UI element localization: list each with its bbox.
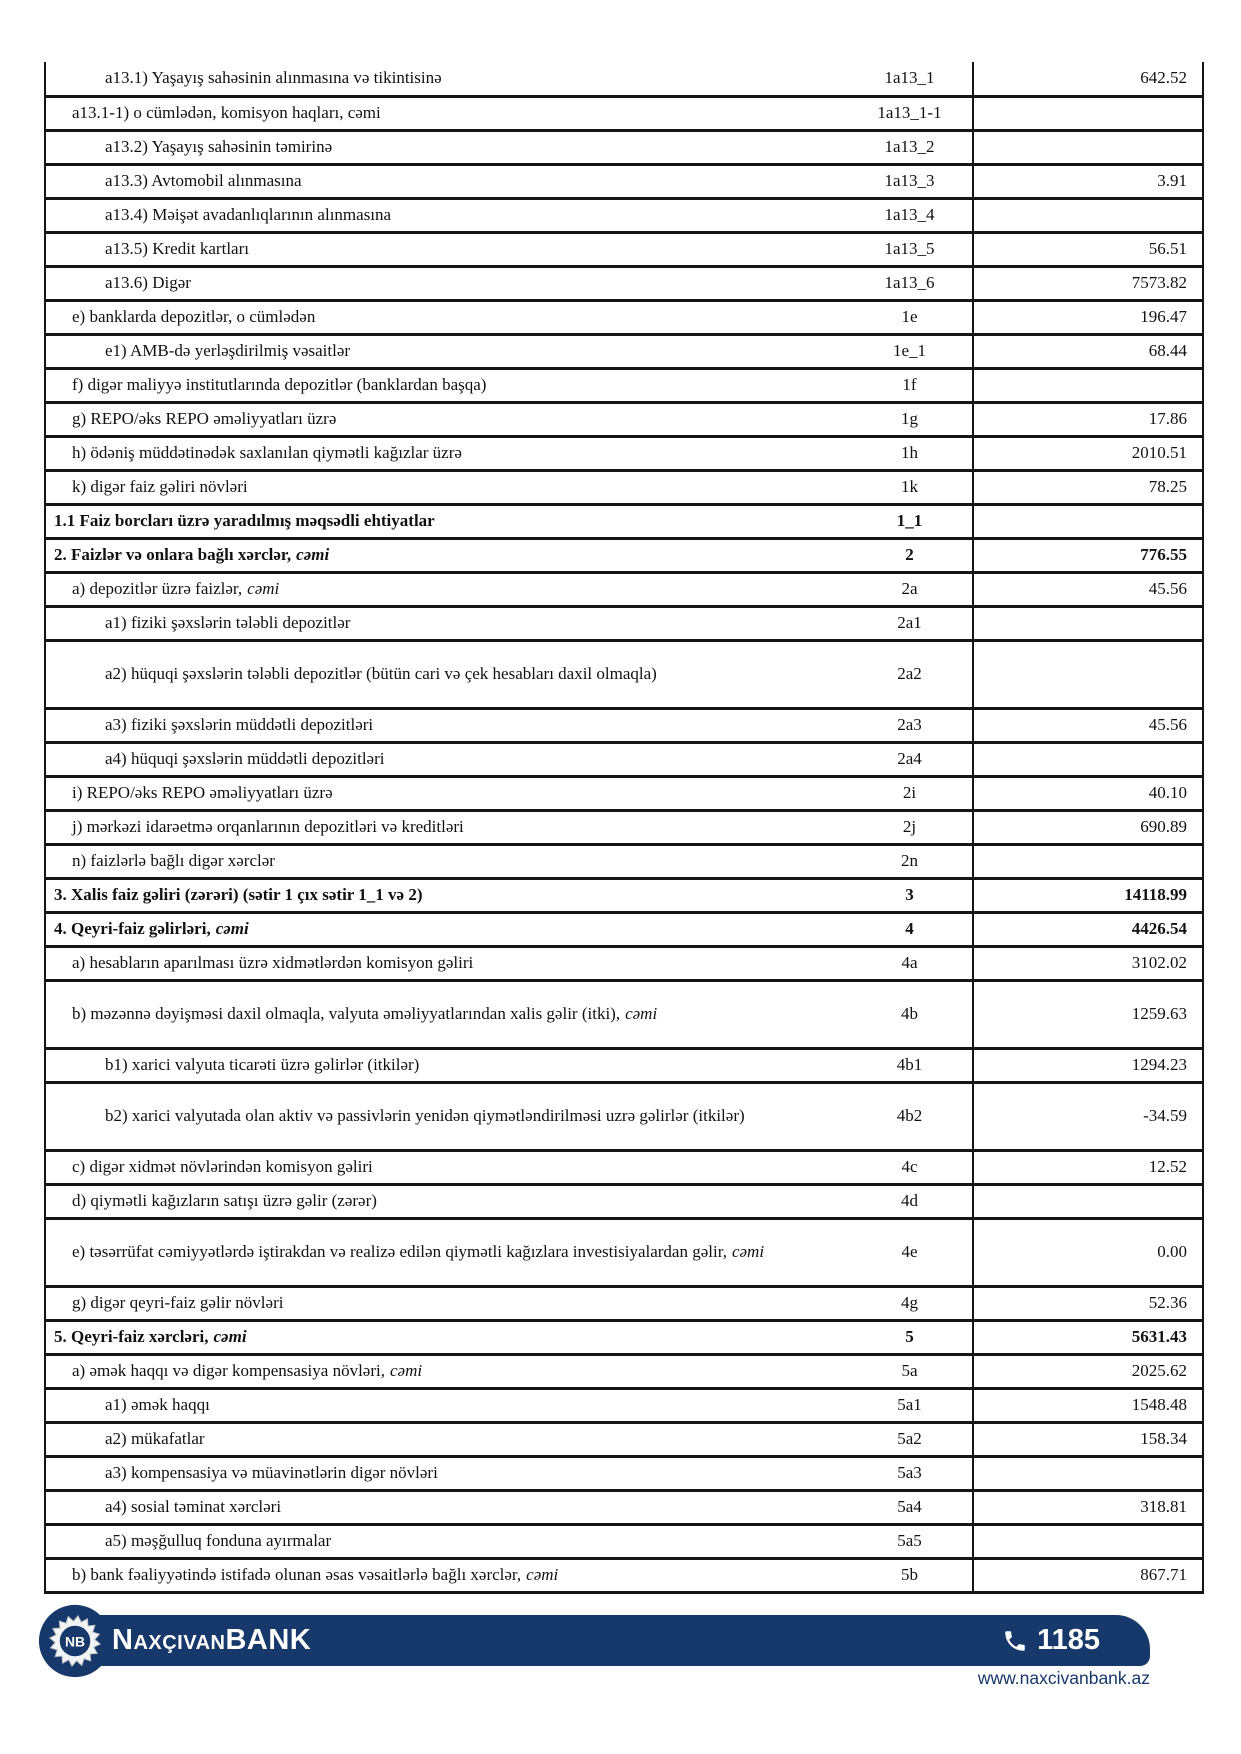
row-label: c) digər xidmət növlərindən komisyon gəliri: [45, 1150, 847, 1184]
row-value: 3.91: [973, 164, 1203, 198]
logo-monogram: NB: [64, 1633, 86, 1650]
row-code: 5a5: [847, 1524, 973, 1558]
row-label: a13.5) Kredit kartları: [45, 232, 847, 266]
row-value: 52.36: [973, 1286, 1203, 1320]
row-value: 17.86: [973, 402, 1203, 436]
row-value: [973, 198, 1203, 232]
table-row: [45, 402, 1203, 436]
table-row: [45, 1082, 1203, 1150]
row-label: k) digər faiz gəliri növləri: [45, 470, 847, 504]
row-code: 4e: [847, 1218, 973, 1286]
table-row: [45, 878, 1203, 912]
table-row: [45, 1286, 1203, 1320]
row-code: 4b: [847, 980, 973, 1048]
row-code: 5: [847, 1320, 973, 1354]
table-row: [45, 912, 1203, 946]
row-code: 1g: [847, 402, 973, 436]
row-code: 2a1: [847, 606, 973, 640]
table-row: [45, 572, 1203, 606]
row-label: 1.1 Faiz borcları üzrə yaradılmış məqsədli ehtiyatlar: [45, 504, 847, 538]
row-code: 5a4: [847, 1490, 973, 1524]
row-label: a4) sosial təminat xərcləri: [45, 1490, 847, 1524]
row-value: 776.55: [973, 538, 1203, 572]
row-value: [973, 1184, 1203, 1218]
row-code: 4a: [847, 946, 973, 980]
report-table-body: [45, 62, 1203, 1592]
table-row: [45, 300, 1203, 334]
row-code: 1a13_1-1: [847, 96, 973, 130]
row-code: 1_1: [847, 504, 973, 538]
row-code: 5a1: [847, 1388, 973, 1422]
table-row: [45, 606, 1203, 640]
row-value: [973, 640, 1203, 708]
table-row: [45, 776, 1203, 810]
row-value: 690.89: [973, 810, 1203, 844]
row-value: 5631.43: [973, 1320, 1203, 1354]
row-code: 1f: [847, 368, 973, 402]
table-row: [45, 844, 1203, 878]
row-code: 4g: [847, 1286, 973, 1320]
row-code: 1a13_6: [847, 266, 973, 300]
row-value: [973, 368, 1203, 402]
row-code: 4: [847, 912, 973, 946]
table-row: [45, 1150, 1203, 1184]
row-label: a) hesabların aparılması üzrə xidmətlərdən komisyon gəliri: [45, 946, 847, 980]
row-value: [973, 96, 1203, 130]
financial-report-table: [44, 62, 1202, 1594]
row-label: 3. Xalis faiz gəliri (zərəri) (sətir 1 çıx sətir 1_1 və 2): [45, 878, 847, 912]
table-row: [45, 1558, 1203, 1592]
table-row: [45, 980, 1203, 1048]
table-row: [45, 742, 1203, 776]
table-row: [45, 708, 1203, 742]
website-url: www.naxcivanbank.az: [977, 1668, 1150, 1688]
table-row: [45, 810, 1203, 844]
row-label: e) təsərrüfat cəmiyyətlərdə iştirakdan və realizə edilən qiymətli kağızlara investisiyalardan gəlir, cəmi: [45, 1218, 847, 1286]
row-label: e) banklarda depozitlər, o cümlədən: [45, 300, 847, 334]
row-code: 2a4: [847, 742, 973, 776]
row-value: 3102.02: [973, 946, 1203, 980]
row-code: 2j: [847, 810, 973, 844]
row-code: 5a3: [847, 1456, 973, 1490]
row-label: a5) məşğulluq fonduna ayırmalar: [45, 1524, 847, 1558]
row-label: a13.2) Yaşayış sahəsinin təmirinə: [45, 130, 847, 164]
row-label: a3) fiziki şəxslərin müddətli depozitləri: [45, 708, 847, 742]
row-label: g) REPO/əks REPO əməliyyatları üzrə: [45, 402, 847, 436]
row-value: 1294.23: [973, 1048, 1203, 1082]
row-value: [973, 742, 1203, 776]
row-code: 1k: [847, 470, 973, 504]
row-code: 4d: [847, 1184, 973, 1218]
table-row: [45, 96, 1203, 130]
row-label: i) REPO/əks REPO əməliyyatları üzrə: [45, 776, 847, 810]
row-label: 2. Faizlər və onlara bağlı xərclər, cəmi: [45, 538, 847, 572]
hotline-number: 1185: [1037, 1624, 1100, 1656]
row-value: 45.56: [973, 572, 1203, 606]
row-value: 78.25: [973, 470, 1203, 504]
row-label: e1) AMB-də yerləşdirilmiş vəsaitlər: [45, 334, 847, 368]
row-code: 2a3: [847, 708, 973, 742]
table-row: [45, 1388, 1203, 1422]
row-code: 2n: [847, 844, 973, 878]
row-code: 5b: [847, 1558, 973, 1592]
table-row: [45, 470, 1203, 504]
row-label: a13.1) Yaşayış sahəsinin alınmasına və tikintisinə: [45, 62, 847, 96]
row-label: a13.6) Digər: [45, 266, 847, 300]
row-value: 0.00: [973, 1218, 1203, 1286]
bank-name-suffix: BANK: [225, 1624, 312, 1656]
table-row: [45, 198, 1203, 232]
row-code: 4c: [847, 1150, 973, 1184]
row-code: 2i: [847, 776, 973, 810]
row-code: 2a: [847, 572, 973, 606]
table-row: [45, 266, 1203, 300]
row-code: 2a2: [847, 640, 973, 708]
row-value: 2010.51: [973, 436, 1203, 470]
table-row: [45, 436, 1203, 470]
row-label: a4) hüquqi şəxslərin müddətli depozitləri: [45, 742, 847, 776]
row-value: 867.71: [973, 1558, 1203, 1592]
row-value: 318.81: [973, 1490, 1203, 1524]
row-label: a2) hüquqi şəxslərin tələbli depozitlər (bütün cari və çek hesabları daxil olmaqla): [45, 640, 847, 708]
row-code: 3: [847, 878, 973, 912]
row-label: f) digər maliyyə institutlarında depozitlər (banklardan başqa): [45, 368, 847, 402]
row-value: -34.59: [973, 1082, 1203, 1150]
row-value: 158.34: [973, 1422, 1203, 1456]
table-row: [45, 1048, 1203, 1082]
table-row: [45, 1456, 1203, 1490]
row-code: 4b1: [847, 1048, 973, 1082]
table-row: [45, 1524, 1203, 1558]
row-code: 1a13_1: [847, 62, 973, 96]
row-label: d) qiymətli kağızların satışı üzrə gəlir (zərər): [45, 1184, 847, 1218]
hotline: [1002, 1615, 1100, 1666]
row-code: 1a13_5: [847, 232, 973, 266]
row-label: a2) mükafatlar: [45, 1422, 847, 1456]
row-label: a13.4) Məişət avadanlıqlarının alınmasına: [45, 198, 847, 232]
table-row: [45, 1354, 1203, 1388]
table-row: [45, 164, 1203, 198]
table-row: [45, 1218, 1203, 1286]
row-value: 56.51: [973, 232, 1203, 266]
table-row: [45, 538, 1203, 572]
row-code: 1a13_3: [847, 164, 973, 198]
bank-logo-icon: [38, 1604, 112, 1678]
bank-name: [112, 1615, 311, 1666]
row-label: h) ödəniş müddətinədək saxlanılan qiymətli kağızlar üzrə: [45, 436, 847, 470]
row-label: 5. Qeyri-faiz xərcləri, cəmi: [45, 1320, 847, 1354]
table-row: [45, 640, 1203, 708]
row-label: j) mərkəzi idarəetmə orqanlarının depozitləri və kreditləri: [45, 810, 847, 844]
row-code: 5a: [847, 1354, 973, 1388]
row-value: [973, 844, 1203, 878]
table-row: [45, 62, 1203, 96]
row-value: 14118.99: [973, 878, 1203, 912]
bank-name-prefix: Naxçıvan: [112, 1624, 226, 1656]
row-label: a1) əmək haqqı: [45, 1388, 847, 1422]
row-label: a1) fiziki şəxslərin tələbli depozitlər: [45, 606, 847, 640]
row-label: g) digər qeyri-faiz gəlir növləri: [45, 1286, 847, 1320]
row-code: 2: [847, 538, 973, 572]
row-value: 1259.63: [973, 980, 1203, 1048]
row-label: a) depozitlər üzrə faizlər, cəmi: [45, 572, 847, 606]
row-value: 4426.54: [973, 912, 1203, 946]
row-value: [973, 504, 1203, 538]
row-label: a13.1-1) o cümlədən, komisyon haqları, cəmi: [45, 96, 847, 130]
row-code: 1a13_4: [847, 198, 973, 232]
row-value: 45.56: [973, 708, 1203, 742]
table-row: [45, 1490, 1203, 1524]
row-value: [973, 130, 1203, 164]
row-value: 12.52: [973, 1150, 1203, 1184]
row-code: 4b2: [847, 1082, 973, 1150]
row-value: [973, 1456, 1203, 1490]
row-label: b) məzənnə dəyişməsi daxil olmaqla, valyuta əməliyyatlarından xalis gəlir (itki), cəmi: [45, 980, 847, 1048]
row-code: 1a13_2: [847, 130, 973, 164]
row-value: 68.44: [973, 334, 1203, 368]
phone-icon: [1002, 1628, 1028, 1654]
table-row: [45, 504, 1203, 538]
table-row: [45, 334, 1203, 368]
row-value: [973, 1524, 1203, 1558]
table-row: [45, 130, 1203, 164]
table-row: [45, 1320, 1203, 1354]
row-value: 7573.82: [973, 266, 1203, 300]
table-row: [45, 1422, 1203, 1456]
report-table: [44, 62, 1204, 1594]
table-row: [45, 232, 1203, 266]
row-label: b1) xarici valyuta ticarəti üzrə gəlirlər (itkilər): [45, 1048, 847, 1082]
row-label: b2) xarici valyutada olan aktiv və passivlərin yenidən qiymətləndirilməsi uzrə gəlirlər (itkilər): [45, 1082, 847, 1150]
table-row: [45, 946, 1203, 980]
row-value: 1548.48: [973, 1388, 1203, 1422]
row-code: 5a2: [847, 1422, 973, 1456]
table-row: [45, 1184, 1203, 1218]
row-label: 4. Qeyri-faiz gəlirləri, cəmi: [45, 912, 847, 946]
row-label: a) əmək haqqı və digər kompensasiya növləri, cəmi: [45, 1354, 847, 1388]
row-code: 1e_1: [847, 334, 973, 368]
row-value: 642.52: [973, 62, 1203, 96]
row-value: 40.10: [973, 776, 1203, 810]
row-value: [973, 606, 1203, 640]
row-label: b) bank fəaliyyətində istifadə olunan əsas vəsaitlərlə bağlı xərclər, cəmi: [45, 1558, 847, 1592]
row-label: a13.3) Avtomobil alınmasına: [45, 164, 847, 198]
row-code: 1e: [847, 300, 973, 334]
row-value: 2025.62: [973, 1354, 1203, 1388]
table-row: [45, 368, 1203, 402]
row-value: 196.47: [973, 300, 1203, 334]
row-label: n) faizlərlə bağlı digər xərclər: [45, 844, 847, 878]
row-label: a3) kompensasiya və müavinətlərin digər növləri: [45, 1456, 847, 1490]
row-code: 1h: [847, 436, 973, 470]
